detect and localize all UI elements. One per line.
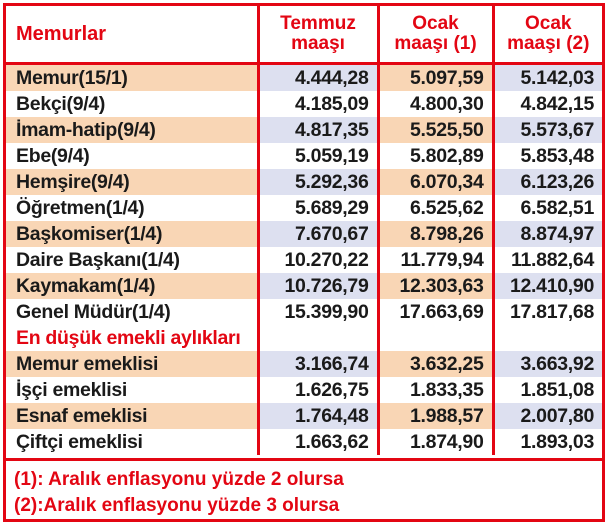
table-row (6, 64, 602, 92)
header-text: maaşı (2) (507, 33, 590, 54)
footnote-1: (1): Aralık enflasyonu yüzde 2 olursa (14, 469, 344, 490)
header-memurlar: Memurlar (6, 6, 258, 64)
table-row (6, 221, 602, 247)
row-name: Genel Müdür(1/4) (16, 300, 171, 323)
header-text: maaşı (291, 33, 345, 54)
temmuz-value: 1.663,62 (258, 429, 378, 455)
temmuz-value: 1.764,48 (258, 403, 378, 429)
ocak-2-value: 4.842,15 (493, 91, 602, 117)
ocak-2-value: 5.573,67 (493, 117, 602, 143)
temmuz-value: 5.689,29 (258, 195, 378, 221)
ocak-2-value: 3.663,92 (493, 351, 602, 377)
table-row (6, 273, 602, 299)
row-name: İşçi emeklisi (16, 378, 128, 401)
ocak-1-value: 8.798,26 (378, 221, 493, 247)
temmuz-value: 4.185,09 (258, 91, 378, 117)
row-name: Kaymakam(1/4) (6, 273, 258, 299)
header-temmuz (258, 6, 378, 64)
ocak-1-value: 4.800,30 (378, 91, 493, 117)
ocak-2-value: 5.853,48 (493, 143, 602, 169)
ocak-1-value: 6.070,34 (378, 169, 493, 195)
table-row (6, 429, 602, 455)
table-row (6, 377, 602, 403)
ocak-1-value: 12.303,63 (378, 273, 493, 299)
empty-cell (258, 325, 378, 351)
ocak-1-value: 17.663,69 (378, 299, 493, 325)
row-name: Daire Başkanı(1/4) (16, 248, 180, 271)
header-ocak-1 (378, 6, 493, 64)
row-name: Öğretmen(1/4) (16, 196, 145, 219)
header-text: Temmuz (280, 13, 356, 34)
section-label: En düşük emekli aylıkları (16, 326, 241, 349)
table-row (6, 299, 602, 325)
temmuz-value: 4.444,28 (258, 64, 378, 92)
ocak-2-value: 6.582,51 (493, 195, 602, 221)
table-row (6, 351, 602, 377)
row-name: Çiftçi emeklisi (16, 430, 143, 453)
footnotes (6, 458, 602, 519)
table-row (6, 117, 602, 143)
temmuz-value: 3.166,74 (258, 351, 378, 377)
temmuz-value: 10.270,22 (258, 247, 378, 273)
table-row (6, 403, 602, 429)
table-row (6, 91, 602, 117)
row-name: Memur(15/1) (6, 64, 258, 92)
row-name: Başkomiser(1/4) (6, 221, 258, 247)
ocak-1-value: 11.779,94 (378, 247, 493, 273)
ocak-1-value: 1.833,35 (378, 377, 493, 403)
ocak-2-value: 1.893,03 (493, 429, 602, 455)
ocak-1-value: 6.525,62 (378, 195, 493, 221)
table-row (6, 247, 602, 273)
header-text: maaşı (1) (394, 33, 477, 54)
row-name: Hemşire(9/4) (6, 169, 258, 195)
temmuz-value: 7.670,67 (258, 221, 378, 247)
row-name: Bekçi(9/4) (16, 92, 106, 115)
row-name: Ebe(9/4) (16, 144, 90, 167)
table-row (6, 195, 602, 221)
header-text: Ocak (412, 13, 459, 34)
temmuz-value: 1.626,75 (258, 377, 378, 403)
table-row (6, 169, 602, 195)
salary-table-frame (3, 3, 605, 522)
footnote-2: (2):Aralık enflasyonu yüzde 3 olursa (14, 495, 340, 516)
row-name: Esnaf emeklisi (6, 403, 258, 429)
temmuz-value: 10.726,79 (258, 273, 378, 299)
ocak-1-value: 3.632,25 (378, 351, 493, 377)
ocak-1-value: 5.525,50 (378, 117, 493, 143)
header-row (6, 6, 602, 64)
temmuz-value: 5.059,19 (258, 143, 378, 169)
temmuz-value: 4.817,35 (258, 117, 378, 143)
ocak-2-value: 5.142,03 (493, 64, 602, 92)
ocak-2-value: 11.882,64 (493, 247, 602, 273)
ocak-2-value: 6.123,26 (493, 169, 602, 195)
table-row (6, 143, 602, 169)
ocak-1-value: 1.988,57 (378, 403, 493, 429)
header-ocak-2 (493, 6, 602, 64)
temmuz-value: 5.292,36 (258, 169, 378, 195)
ocak-1-value: 5.802,89 (378, 143, 493, 169)
ocak-2-value: 1.851,08 (493, 377, 602, 403)
temmuz-value: 15.399,90 (258, 299, 378, 325)
ocak-2-value: 8.874,97 (493, 221, 602, 247)
row-name: İmam-hatip(9/4) (6, 117, 258, 143)
ocak-2-value: 2.007,80 (493, 403, 602, 429)
header-text: Ocak (525, 13, 572, 34)
ocak-1-value: 5.097,59 (378, 64, 493, 92)
ocak-2-value: 12.410,90 (493, 273, 602, 299)
ocak-2-value: 17.817,68 (493, 299, 602, 325)
row-name: Memur emeklisi (6, 351, 258, 377)
empty-cell (493, 325, 602, 351)
ocak-1-value: 1.874,90 (378, 429, 493, 455)
section-row (6, 325, 602, 351)
empty-cell (378, 325, 493, 351)
salary-table (6, 6, 602, 455)
